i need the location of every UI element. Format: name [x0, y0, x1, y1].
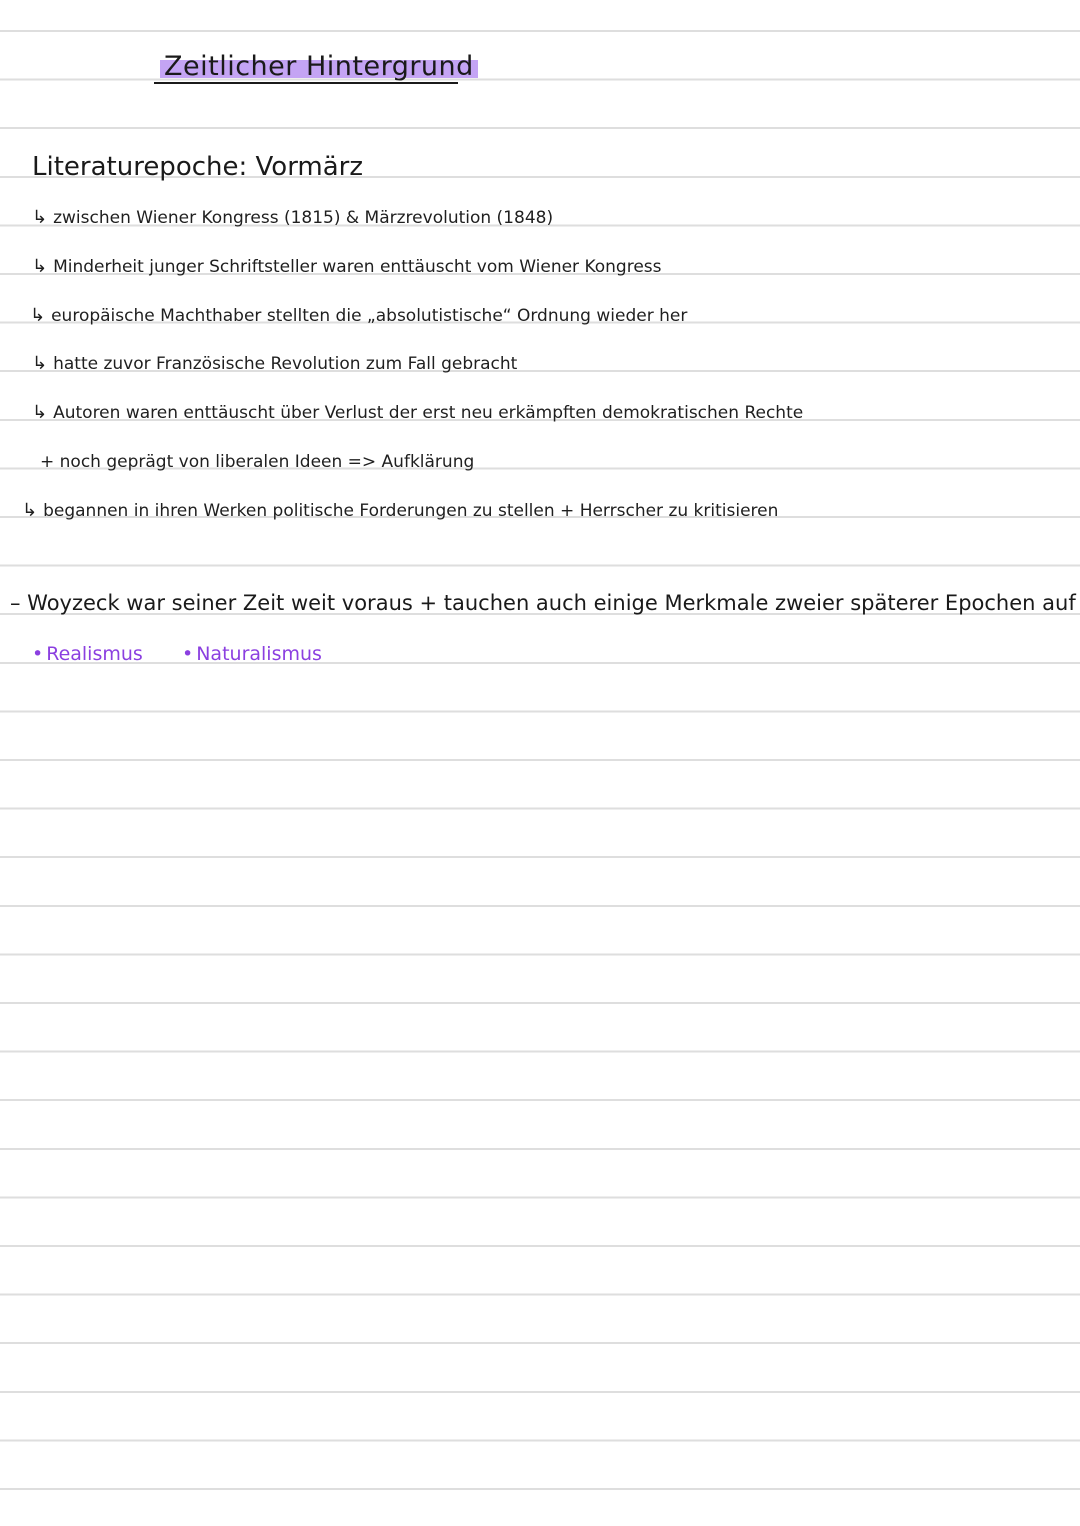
- note-line-text: europäische Machthaber stellten die „absolutistische“ Ordnung wieder her: [51, 306, 688, 326]
- arrow-icon: ↳: [32, 402, 48, 423]
- bullet-icon: •: [182, 643, 194, 665]
- note-line-text: Minderheit junger Schriftsteller waren enttäuscht vom Wiener Kongress: [53, 257, 662, 277]
- arrow-icon: ↳: [32, 353, 48, 374]
- epoch-realismus: [32, 640, 143, 668]
- note-line-5: [32, 401, 803, 425]
- note-line-6: [40, 450, 474, 474]
- note-line-text: + noch geprägt von liberalen Ideen => Aufklärung: [40, 452, 475, 472]
- note-line-text: begannen in ihren Werken politische Forderungen zu stellen + Herrscher zu kritisieren: [43, 501, 779, 521]
- note-line-2: [32, 255, 662, 279]
- arrow-icon: ↳: [32, 256, 48, 277]
- note-line-text: zwischen Wiener Kongress (1815) & Märzrevolution (1848): [53, 208, 554, 228]
- page-title-text: Zeitlicher Hintergrund: [164, 51, 474, 82]
- title-underline: [154, 82, 458, 84]
- note-line-text: Autoren waren enttäuscht über Verlust der erst neu erkämpften demokratischen Rechte: [53, 403, 804, 423]
- note-line-3: [30, 304, 687, 328]
- epoch-label: Naturalismus: [196, 643, 322, 665]
- note-line-1: [32, 206, 553, 230]
- page-title: [158, 50, 480, 82]
- note-line-4: [32, 352, 517, 376]
- woyzeck-statement: – Woyzeck war seiner Zeit weit voraus + tauchen auch einige Merkmale zweier späterer Epochen auf: [10, 591, 1076, 615]
- epoch-label: Realismus: [46, 643, 143, 665]
- section-heading: Literaturepoche: Vormärz: [32, 152, 364, 182]
- note-line-text: hatte zuvor Französische Revolution zum Fall gebracht: [53, 354, 518, 374]
- note-line-7: [22, 499, 778, 523]
- bullet-icon: •: [32, 643, 44, 665]
- arrow-icon: ↳: [30, 305, 46, 326]
- epoch-naturalismus: [182, 640, 322, 668]
- arrow-icon: ↳: [32, 207, 48, 228]
- arrow-icon: ↳: [22, 500, 38, 521]
